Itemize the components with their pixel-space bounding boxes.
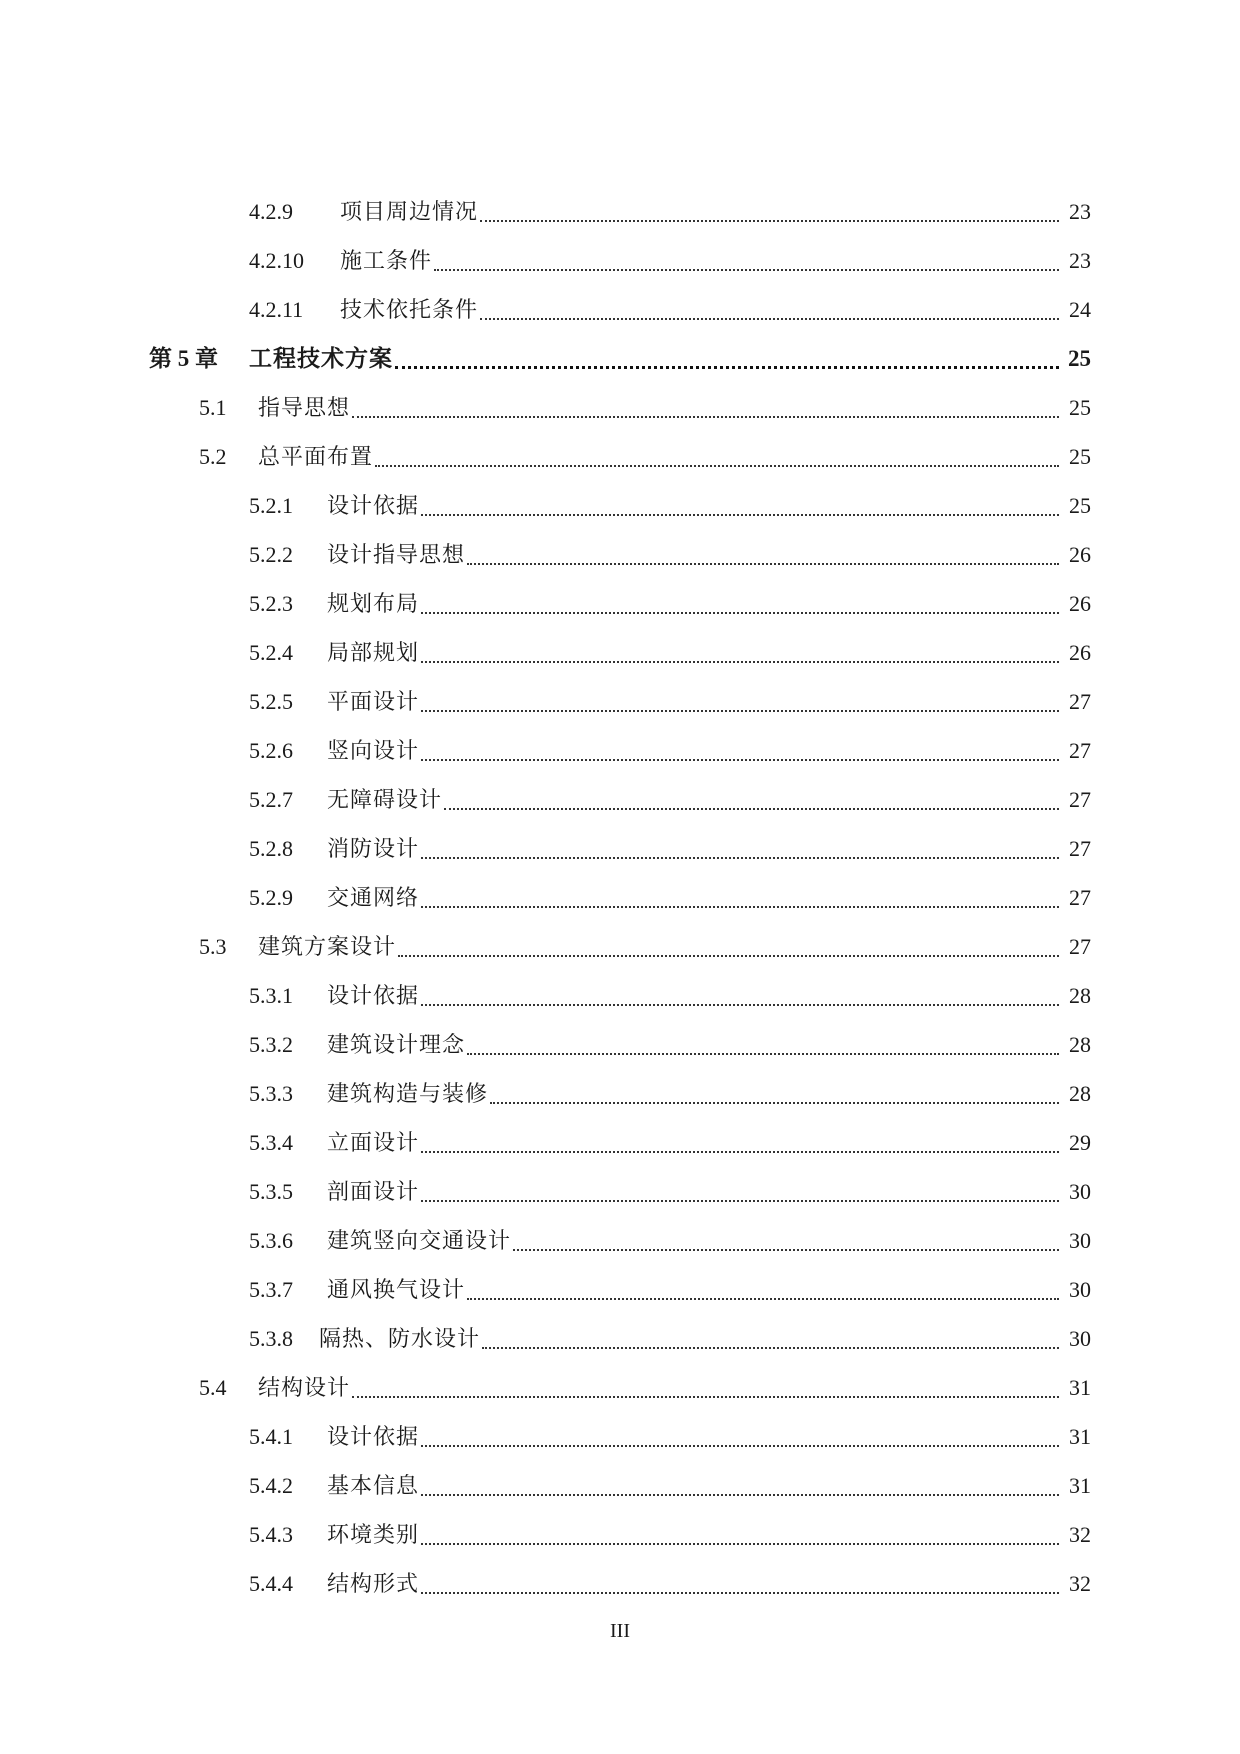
dot-leader bbox=[513, 1216, 1059, 1266]
entry-number: 5.2 bbox=[199, 444, 227, 469]
toc-entry[interactable] bbox=[249, 1118, 1091, 1168]
chapter-title: 工程技术方案 bbox=[249, 346, 393, 371]
entry-page: 27 bbox=[1069, 934, 1091, 959]
entry-number: 5.2.6 bbox=[249, 738, 293, 763]
entry-title: 立面设计 bbox=[327, 1130, 420, 1155]
entry-title: 消防设计 bbox=[327, 836, 420, 861]
toc-entry[interactable] bbox=[249, 1265, 1091, 1315]
entry-number: 5.3.7 bbox=[249, 1277, 293, 1302]
entry-page: 31 bbox=[1069, 1473, 1091, 1498]
dot-leader bbox=[421, 1167, 1059, 1217]
entry-number: 5.3.6 bbox=[249, 1228, 293, 1253]
toc-entry[interactable] bbox=[249, 285, 1091, 335]
dot-leader bbox=[421, 971, 1059, 1021]
entry-title: 基本信息 bbox=[327, 1473, 420, 1498]
dot-leader bbox=[444, 775, 1059, 825]
dot-leader bbox=[352, 383, 1059, 433]
entry-number: 5.2.7 bbox=[249, 787, 293, 812]
toc-entry[interactable] bbox=[249, 1069, 1091, 1119]
entry-number: 4.2.9 bbox=[249, 199, 293, 224]
entry-page: 26 bbox=[1069, 542, 1091, 567]
toc-entry[interactable] bbox=[249, 236, 1091, 286]
entry-page: 30 bbox=[1069, 1179, 1091, 1204]
entry-page: 23 bbox=[1069, 248, 1091, 273]
entry-title: 交通网络 bbox=[327, 885, 420, 910]
toc-entry[interactable] bbox=[249, 1216, 1091, 1266]
entry-title: 竖向设计 bbox=[327, 738, 420, 763]
toc-chapter-entry[interactable] bbox=[149, 334, 1091, 384]
toc-entry[interactable] bbox=[249, 1412, 1091, 1462]
dot-leader bbox=[421, 824, 1059, 874]
toc-entry[interactable] bbox=[249, 775, 1091, 825]
entry-page: 27 bbox=[1069, 885, 1091, 910]
entry-page: 25 bbox=[1069, 395, 1091, 420]
dot-leader bbox=[421, 1510, 1059, 1560]
entry-number: 5.3.3 bbox=[249, 1081, 293, 1106]
entry-page: 27 bbox=[1069, 689, 1091, 714]
entry-title: 局部规划 bbox=[327, 640, 420, 665]
entry-number: 5.3.1 bbox=[249, 983, 293, 1008]
entry-page: 25 bbox=[1068, 346, 1091, 371]
entry-number: 5.3.5 bbox=[249, 1179, 293, 1204]
entry-number: 5.2.5 bbox=[249, 689, 293, 714]
entry-page: 23 bbox=[1069, 199, 1091, 224]
entry-number: 5.4 bbox=[199, 1375, 227, 1400]
entry-page: 30 bbox=[1069, 1277, 1091, 1302]
toc-entry[interactable] bbox=[249, 677, 1091, 727]
entry-page: 28 bbox=[1069, 983, 1091, 1008]
dot-leader bbox=[467, 530, 1059, 580]
dot-leader bbox=[421, 726, 1059, 776]
entry-page: 32 bbox=[1069, 1522, 1091, 1547]
entry-title: 剖面设计 bbox=[327, 1179, 420, 1204]
dot-leader bbox=[421, 1461, 1059, 1511]
dot-leader bbox=[480, 285, 1059, 335]
entry-page: 28 bbox=[1069, 1032, 1091, 1057]
entry-title: 建筑方案设计 bbox=[258, 934, 397, 959]
entry-page: 26 bbox=[1069, 591, 1091, 616]
dot-leader bbox=[421, 1559, 1059, 1609]
entry-title: 设计依据 bbox=[327, 493, 420, 518]
toc-entry[interactable] bbox=[249, 530, 1091, 580]
entry-title: 建筑设计理念 bbox=[327, 1032, 466, 1057]
entry-page: 27 bbox=[1069, 738, 1091, 763]
entry-number: 5.4.4 bbox=[249, 1571, 293, 1596]
entry-page: 26 bbox=[1069, 640, 1091, 665]
dot-leader bbox=[482, 1314, 1059, 1364]
entry-title: 总平面布置 bbox=[258, 444, 374, 469]
dot-leader bbox=[421, 1118, 1059, 1168]
chapter-number: 第 5 章 bbox=[149, 346, 218, 371]
entry-number: 5.4.2 bbox=[249, 1473, 293, 1498]
entry-number: 5.3.2 bbox=[249, 1032, 293, 1057]
entry-number: 5.2.3 bbox=[249, 591, 293, 616]
page-number-footer: III bbox=[610, 1620, 630, 1642]
dot-leader bbox=[480, 187, 1059, 237]
entry-title: 结构形式 bbox=[327, 1571, 420, 1596]
toc-entry[interactable] bbox=[249, 1559, 1091, 1609]
entry-title: 设计依据 bbox=[327, 983, 420, 1008]
entry-title: 设计指导思想 bbox=[327, 542, 466, 567]
toc-entry[interactable] bbox=[249, 579, 1091, 629]
entry-number: 4.2.11 bbox=[249, 297, 304, 322]
entry-title: 平面设计 bbox=[327, 689, 420, 714]
entry-title: 建筑竖向交通设计 bbox=[327, 1228, 512, 1253]
toc-entry[interactable] bbox=[249, 1314, 1091, 1364]
dot-leader bbox=[375, 432, 1059, 482]
toc-entry[interactable] bbox=[249, 1461, 1091, 1511]
entry-number: 5.3 bbox=[199, 934, 227, 959]
entry-title: 指导思想 bbox=[258, 395, 351, 420]
dot-leader bbox=[421, 1412, 1059, 1462]
toc-entry[interactable] bbox=[249, 824, 1091, 874]
toc-entry[interactable] bbox=[249, 971, 1091, 1021]
entry-title: 环境类别 bbox=[327, 1522, 420, 1547]
toc-section-entry[interactable] bbox=[199, 383, 1091, 433]
dot-leader bbox=[421, 481, 1059, 531]
dot-leader bbox=[467, 1265, 1059, 1315]
entry-number: 4.2.10 bbox=[249, 248, 304, 273]
dot-leader bbox=[398, 922, 1059, 972]
entry-number: 5.3.4 bbox=[249, 1130, 293, 1155]
dot-leader bbox=[352, 1363, 1059, 1413]
entry-number: 5.2.8 bbox=[249, 836, 293, 861]
toc-entry[interactable] bbox=[249, 628, 1091, 678]
toc-entry[interactable] bbox=[249, 726, 1091, 776]
entry-title: 隔热、防水设计 bbox=[319, 1326, 481, 1351]
toc-section-entry[interactable] bbox=[199, 432, 1091, 482]
toc-entry[interactable] bbox=[249, 187, 1091, 237]
toc-section-entry[interactable] bbox=[199, 1363, 1091, 1413]
dot-leader bbox=[467, 1020, 1059, 1070]
entry-title: 项目周边情况 bbox=[340, 199, 479, 224]
entry-title: 通风换气设计 bbox=[327, 1277, 466, 1302]
entry-number: 5.1 bbox=[199, 395, 227, 420]
entry-title: 施工条件 bbox=[340, 248, 433, 273]
dot-leader bbox=[421, 873, 1059, 923]
entry-title: 无障碍设计 bbox=[327, 787, 443, 812]
dot-leader bbox=[434, 236, 1059, 286]
entry-page: 31 bbox=[1069, 1375, 1091, 1400]
toc-entry[interactable] bbox=[249, 1020, 1091, 1070]
entry-page: 31 bbox=[1069, 1424, 1091, 1449]
entry-page: 30 bbox=[1069, 1326, 1091, 1351]
entry-title: 结构设计 bbox=[258, 1375, 351, 1400]
toc-entry[interactable] bbox=[249, 481, 1091, 531]
entry-number: 5.4.3 bbox=[249, 1522, 293, 1547]
entry-page: 30 bbox=[1069, 1228, 1091, 1253]
entry-page: 27 bbox=[1069, 836, 1091, 861]
entry-title: 规划布局 bbox=[327, 591, 420, 616]
entry-page: 25 bbox=[1069, 493, 1091, 518]
entry-page: 32 bbox=[1069, 1571, 1091, 1596]
entry-number: 5.2.2 bbox=[249, 542, 293, 567]
entry-page: 28 bbox=[1069, 1081, 1091, 1106]
dot-leader bbox=[395, 334, 1059, 384]
toc-entry[interactable] bbox=[249, 873, 1091, 923]
toc-entry[interactable] bbox=[249, 1510, 1091, 1560]
dot-leader bbox=[421, 579, 1059, 629]
entry-page: 24 bbox=[1069, 297, 1091, 322]
entry-number: 5.2.1 bbox=[249, 493, 293, 518]
toc-section-entry[interactable] bbox=[199, 922, 1091, 972]
entry-page: 25 bbox=[1069, 444, 1091, 469]
entry-number: 5.2.9 bbox=[249, 885, 293, 910]
entry-title: 设计依据 bbox=[327, 1424, 420, 1449]
dot-leader bbox=[421, 677, 1059, 727]
entry-number: 5.2.4 bbox=[249, 640, 293, 665]
entry-number: 5.4.1 bbox=[249, 1424, 293, 1449]
dot-leader bbox=[490, 1069, 1059, 1119]
entry-title: 建筑构造与装修 bbox=[327, 1081, 489, 1106]
entry-page: 27 bbox=[1069, 787, 1091, 812]
entry-title: 技术依托条件 bbox=[340, 297, 479, 322]
entry-page: 29 bbox=[1069, 1130, 1091, 1155]
toc-entry[interactable] bbox=[249, 1167, 1091, 1217]
dot-leader bbox=[421, 628, 1059, 678]
entry-number: 5.3.8 bbox=[249, 1326, 293, 1351]
